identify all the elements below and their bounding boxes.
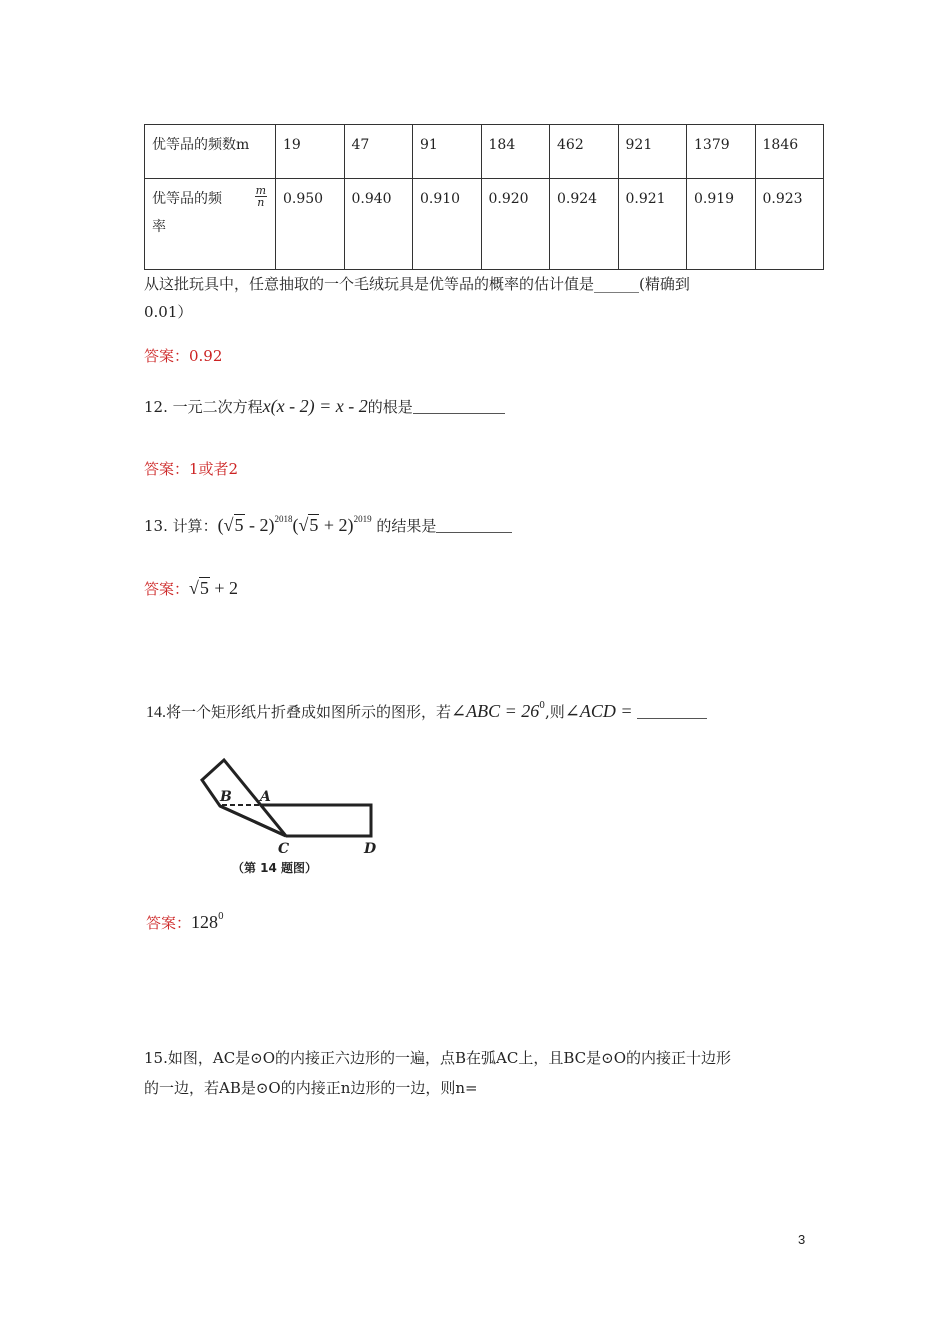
table-head-count: 优等品的频数m: [145, 125, 276, 179]
q11-text-line1: 从这批玩具中，任意抽取的一个毛绒玩具是优等品的概率的估计值是______(精确到: [144, 275, 690, 293]
table-cell: 184: [481, 125, 550, 179]
table-cell: 1379: [687, 125, 756, 179]
table-cell: 91: [413, 125, 482, 179]
fraction-numerator: m: [255, 184, 266, 198]
table-cell: 47: [344, 125, 413, 179]
q13-prefix: 13. 计算：: [144, 517, 218, 535]
answer-blank: [413, 413, 505, 414]
answer-blank: [637, 718, 707, 719]
q11-answer: 答案：0.92: [144, 347, 223, 365]
q12-equation: x(x - 2) = x - 2: [262, 396, 368, 416]
q15-text-line2: 的一边，若AB是⊙O的内接正n边形的一边，则n=: [144, 1079, 478, 1097]
frequency-table: [144, 124, 824, 270]
q14-mid: ,则: [544, 703, 565, 721]
q13-question: [144, 505, 512, 540]
table-head-rate: [145, 179, 276, 270]
table-head-rate-label: 优等品的频率: [152, 191, 222, 236]
q14-answer: [146, 903, 224, 937]
q14-answer-label: 答案：: [146, 914, 192, 932]
q14-angle-acd: ∠ACD =: [564, 701, 633, 721]
degree-mark: 0: [539, 701, 545, 711]
label-a: A: [260, 789, 271, 805]
q14-question: [146, 692, 707, 727]
exponent: 2019: [353, 514, 372, 524]
q13-suffix: 的结果是: [376, 517, 437, 535]
table-cell: 0.940: [344, 179, 413, 270]
q15-text-line1: 15.如图，AC是⊙O的内接正六边形的一遍，点B在弧AC上，且BC是⊙O的内接正十边形: [144, 1049, 732, 1067]
q12-answer: 答案：1或者2: [144, 460, 239, 478]
q12-suffix: 的根是: [367, 398, 413, 416]
sqrt-symbol: √5: [298, 515, 319, 535]
folded-flap: [202, 760, 286, 836]
table-cell: 0.923: [755, 179, 824, 270]
q12-question: [144, 392, 505, 421]
page-number: 3: [798, 1232, 806, 1247]
q14-text: 将一个矩形纸片折叠成如图所示的图形，若: [166, 703, 452, 721]
q13-expression: $(√5 - 2)^{2018}(√5 + 2)^{2019}$: [218, 515, 372, 535]
q12-prefix: 12. 一元二次方程: [144, 398, 263, 416]
label-b: B: [220, 789, 232, 805]
q13-answer-label: 答案：: [144, 580, 190, 598]
table-row: [145, 125, 824, 179]
table-row: [145, 179, 824, 270]
sqrt-symbol: √5: [223, 515, 244, 535]
fraction-m-over-n: [255, 185, 267, 208]
table-cell: 0.919: [687, 179, 756, 270]
q14-angle-abc: ∠ABC = 26: [451, 701, 540, 721]
table-cell: 0.924: [550, 179, 619, 270]
table-cell: 462: [550, 125, 619, 179]
q14-figure: [196, 752, 396, 882]
q13-answer-value: √5 + 2: [189, 578, 239, 598]
label-d: D: [364, 841, 377, 857]
q14-prefix: 14.: [146, 704, 166, 721]
table-cell: 0.921: [618, 179, 687, 270]
table-cell: 0.910: [413, 179, 482, 270]
degree-mark: 0: [218, 912, 224, 922]
table-cell: 0.950: [276, 179, 345, 270]
q11-text-line2: 0.01）: [144, 303, 193, 321]
exponent: 2018: [274, 514, 293, 524]
figure-caption: （第 14 题图）: [232, 861, 318, 875]
table-cell: 19: [276, 125, 345, 179]
table-cell: 0.920: [481, 179, 550, 270]
q14-answer-value: 128: [191, 912, 219, 932]
q13-answer: [144, 574, 238, 603]
table-cell: 921: [618, 125, 687, 179]
label-c: C: [278, 841, 290, 857]
folded-rectangle-diagram: [196, 752, 396, 878]
fraction-denominator: n: [257, 196, 265, 210]
table-cell: 1846: [755, 125, 824, 179]
answer-blank: [436, 532, 512, 533]
